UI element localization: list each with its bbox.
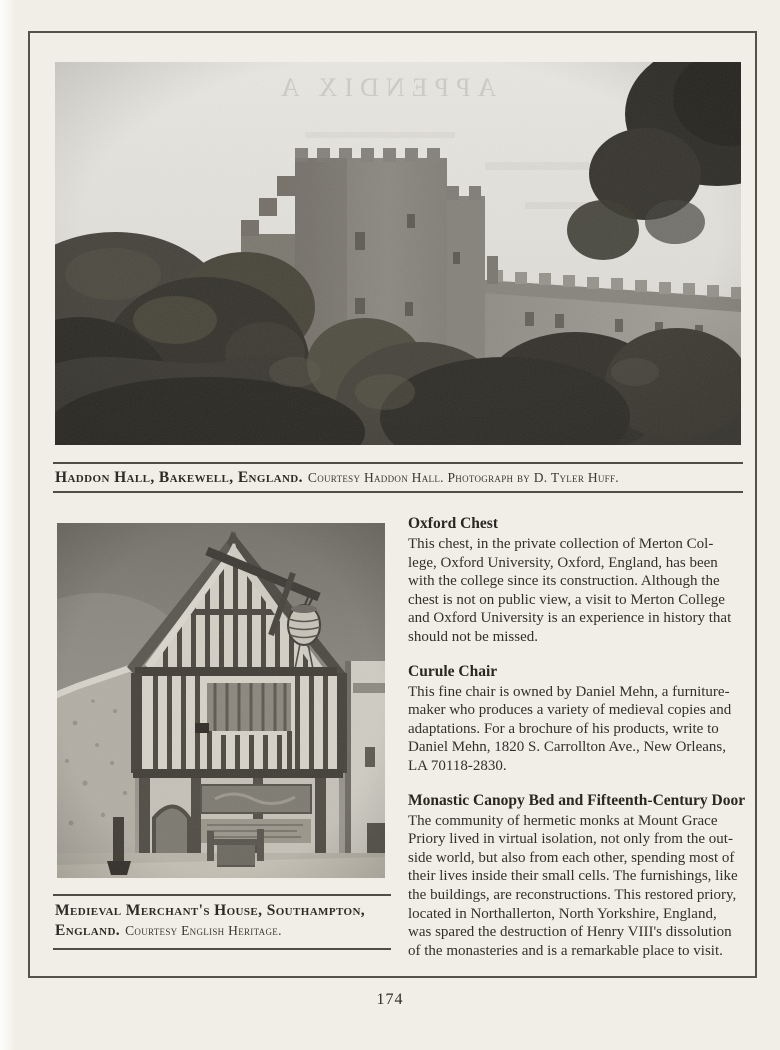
caption-merchant-house-title: Medieval Merchant's House, Southampton, England. (55, 902, 366, 939)
haddon-hall-photo (55, 62, 741, 445)
section-monastic-canopy-bed (408, 791, 758, 961)
merchant-house-photo (57, 523, 385, 878)
section-heading: Oxford Chest (408, 515, 498, 532)
scan-edge-highlight (0, 0, 16, 1050)
caption-haddon-hall (53, 462, 743, 493)
caption-haddon-hall-credit: Courtesy Haddon Hall. Photograph by D. Tyler Huff. (307, 469, 619, 485)
caption-merchant-house-credit: Courtesy English Heritage. (125, 923, 282, 938)
text-column (408, 514, 758, 975)
section-heading: Curule Chair (408, 662, 498, 680)
section-body: This chest, in the private collection of Merton Col- lege, Oxford University, Oxford, England, has been with the college since its construction. Although the chest is not on public view, a visit to Merton College and Oxford University is an experience in history that should not be missed. (408, 536, 732, 645)
caption-merchant-house (53, 894, 391, 950)
haddon-hall-photo-image (55, 62, 741, 445)
section-body: This fine chair is owned by Daniel Mehn, a furniture- maker who produces a variety of medieval copies and adaptations. For a brochure of his products, write to Daniel Mehn, 1820 S. Carrollton Ave., New Orleans, LA 70118-2830. (408, 683, 732, 774)
caption-haddon-hall-title: Haddon Hall, Bakewell, England. (55, 468, 303, 486)
section-oxford-chest (408, 514, 758, 647)
merchant-house-photo-image (57, 523, 385, 878)
page-number: 174 (376, 991, 404, 1008)
section-body: The community of hermetic monks at Mount Grace Priory lived in virtual isolation, not only from the out- side world, but also from each other, spending most of their lives inside their small cells. The furnishings, like the buildings, are reconstructions. This restored priory, located in Northallerton, North Yorkshire, England, was spared the destruction of Henry VIII's dissolution of the monasteries and is a remarkable place to visit. (408, 812, 738, 959)
section-heading: Monastic Canopy Bed and Fifteenth-Century Door (408, 791, 746, 809)
section-curule-chair (408, 662, 758, 776)
